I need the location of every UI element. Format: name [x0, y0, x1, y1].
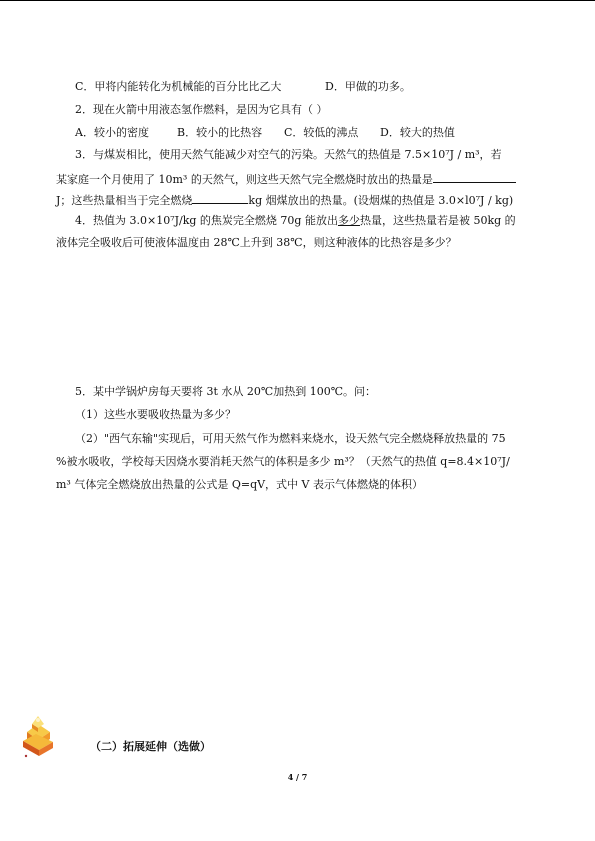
q3-line-1: 3．与煤炭相比，使用天然气能减少对空气的污染。天然气的热值是 7.5×10⁷J / m³，若 [75, 148, 502, 161]
header-rule [0, 0, 595, 1]
q1-option-c: C．甲将内能转化为机械能的百分比比乙大 [75, 80, 282, 93]
q5-part-2-line-1: （2）"西气东输"实现后，可用天然气作为燃料来烧水，设天然气完全燃烧释放热量的 75 [75, 432, 506, 445]
q5-part-2-line-2: %被水吸收，学校每天因烧水要消耗天然气的体积是多少 m³？（天然气的热值 q=8.4×10⁷J/ [56, 455, 510, 468]
books-stack-icon [18, 712, 58, 760]
q3-line-3 [56, 191, 513, 208]
q4-line-1-text-b: 热量，这些热量若是被 50kg 的 [359, 214, 516, 227]
q2-stem: 2．现在火箭中用液态氢作燃料，是因为它具有（ ） [75, 103, 328, 116]
q4-line-1-text-a: 4．热值为 3.0×10⁷J/kg 的焦炭完全燃烧 70g 能放出 [75, 214, 338, 227]
q4-line-1 [75, 214, 516, 228]
q3-answer-blank-1[interactable] [433, 170, 516, 183]
q3-answer-blank-2[interactable] [192, 191, 248, 204]
q2-option-b: B．较小的比热容 [177, 126, 263, 139]
q4-line-2: 液体完全吸收后可使液体温度由 28℃上升到 38℃，则这种液体的比热容是多少？ [56, 236, 457, 249]
q2-option-c: C．较低的沸点 [284, 126, 359, 139]
q5-line-1: 5．某中学锅炉房每天要将 3t 水从 20℃加热到 100℃。问： [75, 385, 377, 398]
page-number: 4 / 7 [287, 772, 308, 782]
q4-line-1-underlined: 多少 [337, 214, 360, 227]
q3-line-3-text-b: kg 烟煤放出的热量。(设烟煤的热值是 3.0×l0⁷J / kg) [248, 194, 514, 207]
section-heading: （二）拓展延伸（选做） [90, 740, 211, 753]
q2-option-a: A．较小的密度 [75, 126, 149, 139]
q3-line-2 [56, 170, 516, 187]
q2-option-d: D．较大的热值 [380, 126, 455, 139]
q5-part-2-line-3: m³ 气体完全燃烧放出热量的公式是 Q=qV，式中 V 表示气体燃烧的体积） [56, 478, 423, 491]
q3-line-2-text: 某家庭一个月使用了 10m³ 的天然气，则这些天然气完全燃烧时放出的热量是 [56, 173, 433, 186]
q1-option-d: D．甲做的功多。 [325, 80, 411, 93]
q5-part-1: （1）这些水要吸收热量为多少？ [75, 408, 236, 421]
q3-line-3-text-a: J；这些热量相当于完全燃烧 [56, 194, 193, 207]
